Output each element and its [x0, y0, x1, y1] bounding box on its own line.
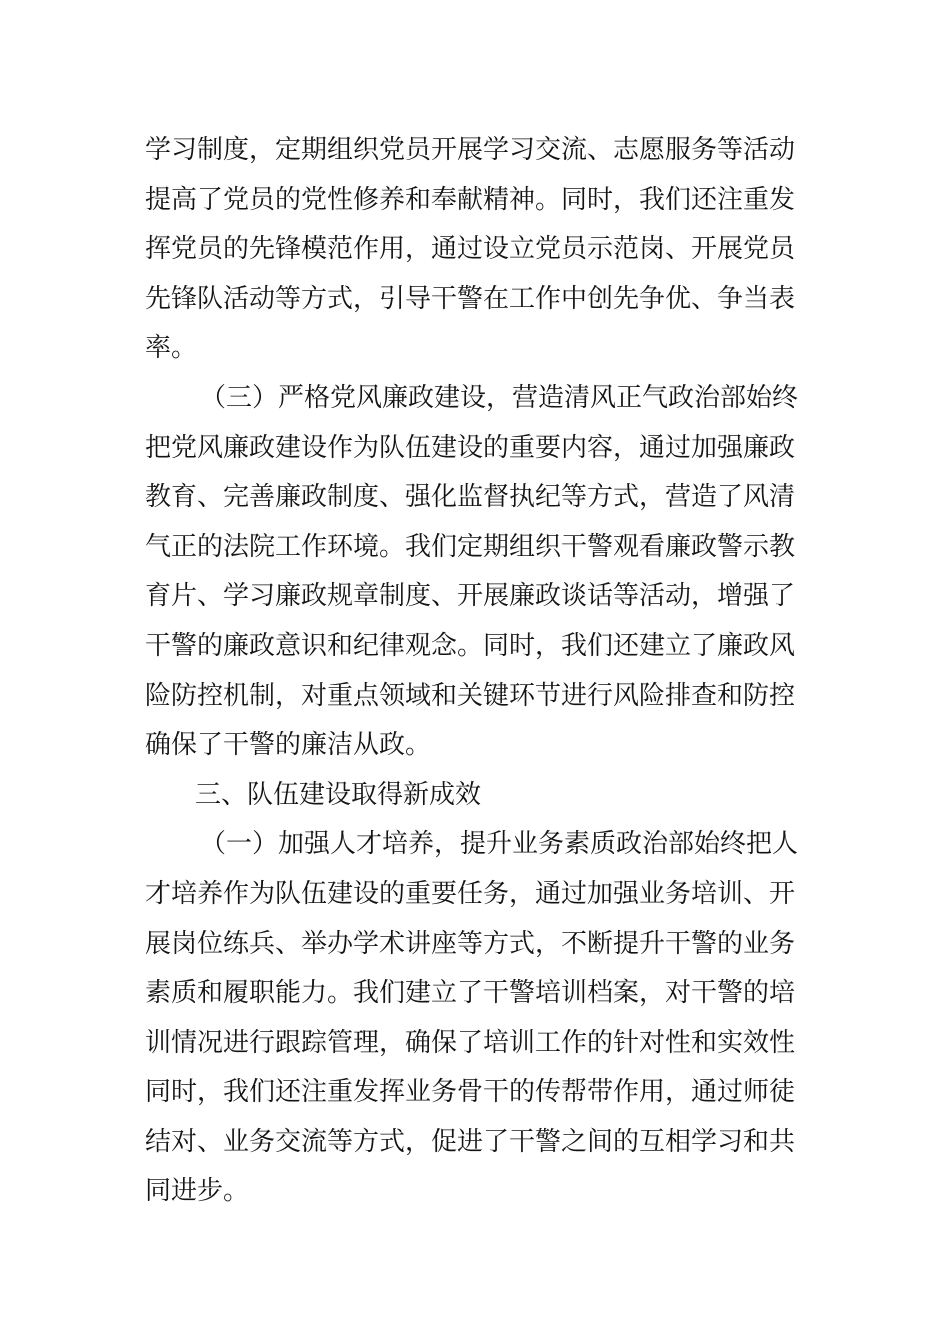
text-line: 结对、业务交流等方式，促进了干警之间的互相学习和共 [145, 1126, 796, 1157]
text-line: 提高了党员的党性修养和奉献精神。同时，我们还注重发 [145, 184, 796, 215]
document-body [145, 126, 815, 1217]
text-line: 干警的廉政意识和纪律观念。同时，我们还建立了廉政风 [145, 630, 796, 661]
text-line: 先锋队活动等方式，引导干警在工作中创先争优、争当表 [145, 283, 796, 314]
text-line: 展岗位练兵、举办学术讲座等方式，不断提升干警的业务 [145, 928, 796, 959]
text-line: 育片、学习廉政规章制度、开展廉政谈话等活动，增强了 [145, 581, 796, 612]
section-heading: 三、队伍建设取得新成效 [195, 779, 482, 810]
text-line: 同时，我们还注重发挥业务骨干的传帮带作用，通过师徒 [145, 1077, 796, 1108]
text-line: 学习制度，定期组织党员开展学习交流、志愿服务等活动 [145, 135, 796, 165]
text-line: 把党风廉政建设作为队伍建设的重要内容，通过加强廉政 [145, 432, 796, 463]
text-line: 率。 [145, 333, 198, 364]
text-line: 确保了干警的廉洁从政。 [145, 730, 432, 761]
text-line: 同进步。 [145, 1176, 250, 1207]
subsection-heading-line: （一）加强人才培养，提升业务素质政治部始终把人 [200, 829, 799, 860]
text-line: 气正的法院工作环境。我们定期组织干警观看廉政警示教 [145, 531, 796, 562]
text-line: 挥党员的先锋模范作用，通过设立党员示范岗、开展党员 [145, 234, 796, 265]
text-line: 险防控机制，对重点领域和关键环节进行风险排查和防控 [145, 680, 796, 711]
text-line: 才培养作为队伍建设的重要任务，通过加强业务培训、开 [145, 878, 796, 909]
text-line: 素质和履职能力。我们建立了干警培训档案，对干警的培 [145, 978, 796, 1009]
text-line: 教育、完善廉政制度、强化监督执纪等方式，营造了风清 [145, 482, 796, 513]
text-line: 训情况进行跟踪管理，确保了培训工作的针对性和实效性 [145, 1027, 796, 1058]
subsection-heading-line: （三）严格党风廉政建设，营造清风正气政治部始终 [200, 382, 799, 413]
